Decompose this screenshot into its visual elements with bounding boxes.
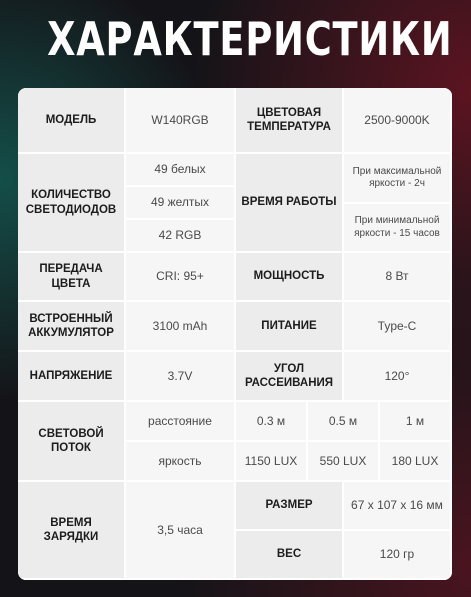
size-value: 67 x 107 x 16 мм xyxy=(344,482,452,531)
page-title: ХАРАКТЕРИСТИКИ xyxy=(47,12,453,66)
weight-label: ВЕС xyxy=(236,531,344,580)
supply-value: Type-C xyxy=(344,302,452,352)
model-value: W140RGB xyxy=(126,88,236,154)
weight-value: 120 гр xyxy=(344,531,452,580)
charge-value: 3,5 часа xyxy=(126,482,236,580)
voltage-label: НАПРЯЖЕНИЕ xyxy=(18,352,126,402)
charge-label: ВРЕМЯ ЗАРЯДКИ xyxy=(18,482,126,580)
color-temp-value: 2500-9000K xyxy=(344,88,452,154)
voltage-value: 3.7V xyxy=(126,352,236,402)
led-count-label: КОЛИЧЕСТВО СВЕТОДИОДОВ xyxy=(18,154,126,253)
flux-distance-2: 0.5 м xyxy=(308,402,380,442)
flux-brightness-label: яркость xyxy=(126,442,236,482)
flux-lux-1: 1150 LUX xyxy=(236,442,308,482)
battery-value: 3100 mAh xyxy=(126,302,236,352)
power-label: МОЩНОСТЬ xyxy=(236,253,344,302)
battery-label: ВСТРОЕННЫЙ АККУМУЛЯТОР xyxy=(18,302,126,352)
led-yellow-value: 49 желтых xyxy=(126,187,236,220)
flux-label: СВЕТОВОЙ ПОТОК xyxy=(18,402,126,482)
angle-value: 120° xyxy=(344,352,452,402)
cri-label: ПЕРЕДАЧА ЦВЕТА xyxy=(18,253,126,302)
color-temp-label: ЦВЕТОВАЯ ТЕМПЕРАТУРА xyxy=(236,88,344,154)
flux-distance-1: 0.3 м xyxy=(236,402,308,442)
runtime-max-value: При максимальной яркости - 2ч xyxy=(344,154,452,204)
flux-distance-label: расстояние xyxy=(126,402,236,442)
model-label: МОДЕЛЬ xyxy=(18,88,126,154)
cri-value: CRI: 95+ xyxy=(126,253,236,302)
size-label: РАЗМЕР xyxy=(236,482,344,531)
flux-distance-3: 1 м xyxy=(380,402,452,442)
runtime-label: ВРЕМЯ РАБОТЫ xyxy=(236,154,344,253)
power-value: 8 Вт xyxy=(344,253,452,302)
flux-lux-2: 550 LUX xyxy=(308,442,380,482)
supply-label: ПИТАНИЕ xyxy=(236,302,344,352)
angle-label: УГОЛ РАССЕИВАНИЯ xyxy=(236,352,344,402)
specs-table xyxy=(18,88,452,580)
led-white-value: 49 белых xyxy=(126,154,236,187)
runtime-min-value: При минимальной яркости - 15 часов xyxy=(344,204,452,253)
flux-lux-3: 180 LUX xyxy=(380,442,452,482)
led-rgb-value: 42 RGB xyxy=(126,220,236,253)
